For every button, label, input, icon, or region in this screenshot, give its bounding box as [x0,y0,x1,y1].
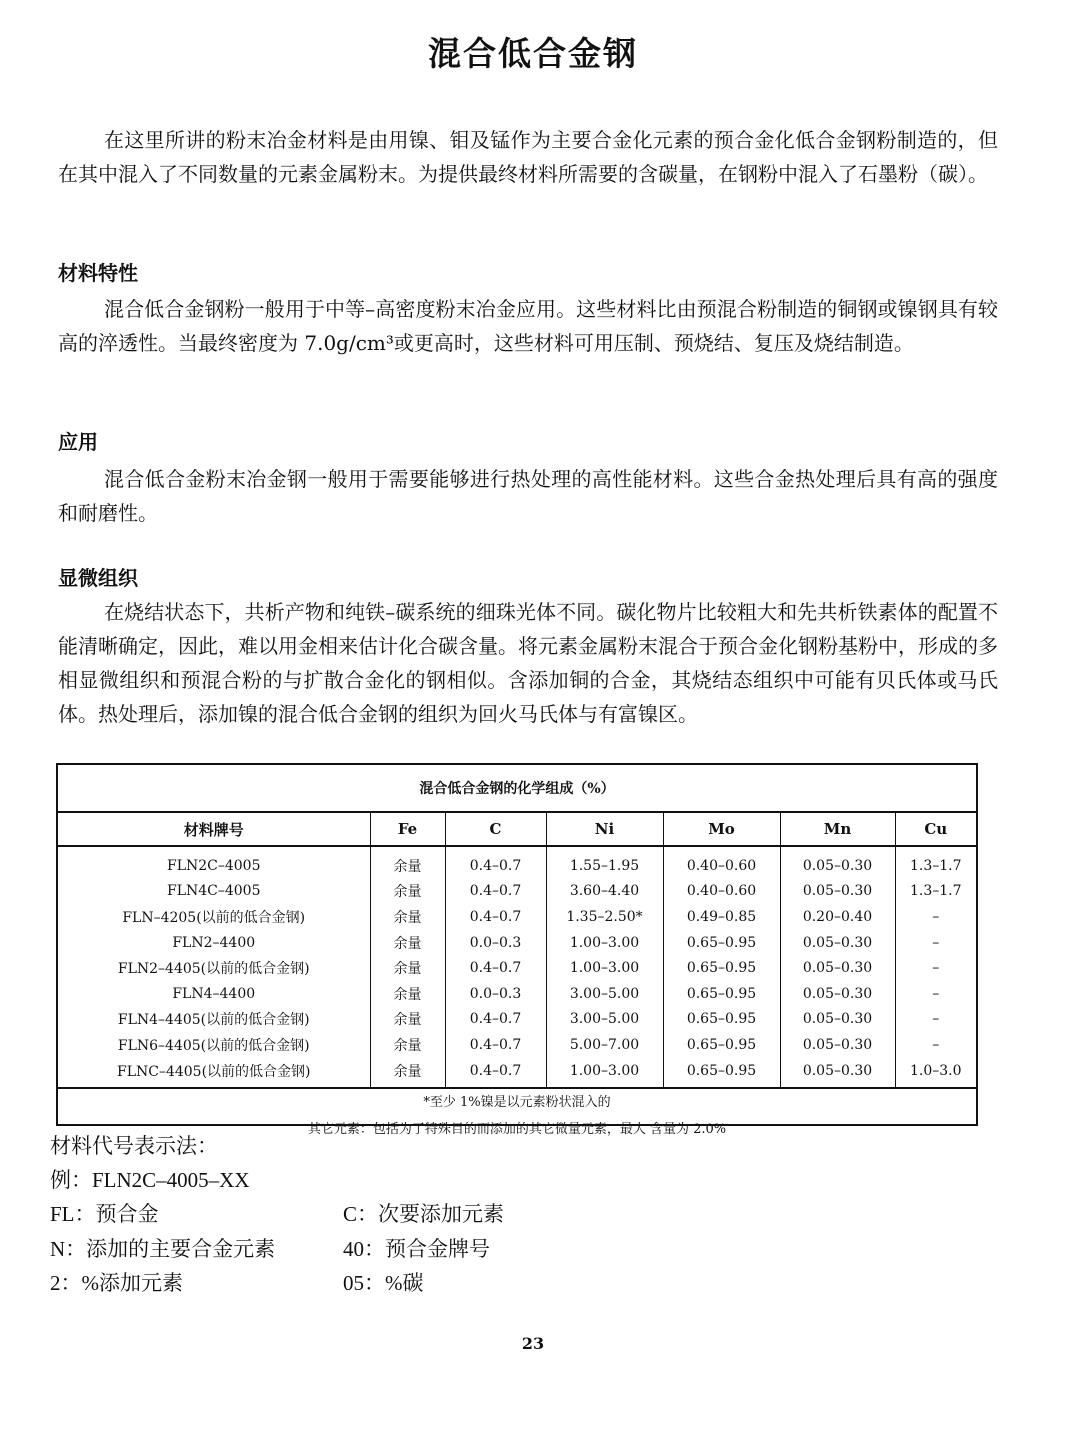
code-legend-item: 2：%添加元素 [50,1271,183,1295]
table-row [58,1032,976,1058]
table-row [58,955,976,981]
table-cell: 0.4–0.7 [445,846,546,879]
table-cell: 0.65–0.95 [663,1007,780,1033]
table-row [58,930,976,956]
table-row [58,879,976,905]
table-cell: 0.0–0.3 [445,981,546,1007]
table-cell: 0.0–0.3 [445,930,546,956]
column-header: Ni [546,812,663,846]
table-cell: 0.65–0.95 [663,930,780,956]
table-cell: – [895,904,976,930]
table-caption: 混合低合金钢的化学组成（%） [58,765,976,812]
code-legend-item: 05：%碳 [343,1271,424,1295]
column-header: 材料牌号 [58,812,370,846]
column-header: Fe [370,812,445,846]
table-cell: – [895,1007,976,1033]
table-row [58,1007,976,1033]
section-heading-microstructure: 显微组织 [58,566,138,590]
table-cell: 0.05–0.30 [780,846,895,879]
table-cell: 3.00–5.00 [546,1007,663,1033]
table-cell: FLNC–4405(以前的低合金钢) [58,1058,370,1089]
table-cell: FLN2–4400 [172,934,256,951]
table-cell: FLN6–4405(以前的低合金钢) [117,1037,310,1054]
table-cell: 余量 [370,955,445,981]
table-cell: 0.05–0.30 [780,930,895,956]
table-cell: 余量 [370,930,445,956]
table-note-nickel: *至少 1%镍是以元素粉状混入的 [423,1095,611,1111]
code-legend-item: 40：预合金牌号 [343,1237,490,1261]
table-cell: 0.65–0.95 [663,1032,780,1058]
table-cell: 0.65–0.95 [663,955,780,981]
table-cell: 3.00–5.00 [546,981,663,1007]
table-cell: 余量 [370,1007,445,1033]
table-cell: 0.4–0.7 [445,955,546,981]
table-cell: FLN4C–4005 [166,883,261,900]
table-cell: 0.4–0.7 [445,879,546,905]
composition-table-frame [56,763,978,1138]
table-cell: 1.00–3.00 [546,955,663,981]
table-cell: 1.35–2.50* [546,904,663,930]
table-cell: 余量 [370,879,445,905]
table-caption-row [58,765,976,812]
table-cell: 0.05–0.30 [780,1007,895,1033]
table-row [58,1058,976,1089]
table-cell: 0.05–0.30 [780,879,895,905]
table-cell: 3.60–4.40 [546,879,663,905]
table-cell: 余量 [370,904,445,930]
table-note-other-elements: 其它元素：包括为了特殊目的而添加的其它微量元素，最大 含量为 2.0% [307,1122,727,1138]
table-cell: 0.4–0.7 [445,1058,546,1089]
table-cell: 5.00–7.00 [546,1032,663,1058]
table-cell: 0.40–0.60 [663,846,780,879]
column-header: C [445,812,546,846]
table-cell: 1.3–1.7 [895,846,976,879]
table-cell: 余量 [370,1058,445,1089]
table-cell: 0.05–0.30 [780,981,895,1007]
table-cell: FLN2–4405(以前的低合金钢) [117,961,310,978]
code-legend-item: FL：预合金 [50,1202,159,1226]
table-cell: – [895,930,976,956]
composition-table [58,765,976,1143]
table-cell: FLN4–4400 [172,985,256,1002]
table-cell: 1.0–3.0 [895,1058,976,1089]
column-header: Mo [663,812,780,846]
table-cell: FLN2C–4005 [166,857,261,874]
section-body-microstructure: 在烧结状态下，共析产物和纯铁–碳系统的细珠光体不同。碳化物片比较粗大和先共析铁素体的配置不能清晰确定，因此，难以用金相来估计化合碳含量。将元素金属粉末混合于预合金化钢粉基粉中，形成的多相显微组织和预混合粉的与扩散合金化的钢相似。含添加铜的合金，其烧结态组织中可能有贝氏体或马氏体。热处理后，添加镍的混合低合金钢的组织为回火马氏体与有富镍区。 [58,600,998,726]
section-body-properties: 混合低合金钢粉一般用于中等–高密度粉末冶金应用。这些材料比由预混合粉制造的铜钢或镍钢具有较高的淬透性。当最终密度为 7.0g/cm³或更高时，这些材料可用压制、预烧结、复压及烧结制造。 [58,297,998,355]
table-cell: – [895,1032,976,1058]
code-legend-item: C：次要添加元素 [343,1202,505,1226]
table-cell: 0.4–0.7 [445,1007,546,1033]
column-header: Cu [895,812,976,846]
table-cell: 1.00–3.00 [546,1058,663,1089]
table-row [58,981,976,1007]
table-cell: FLN4–4405(以前的低合金钢) [117,1012,310,1029]
code-legend-example: 例：FLN2C–4005–XX [50,1168,250,1192]
code-legend-heading: 材料代号表示法： [50,1134,218,1158]
section-heading-applications: 应用 [58,430,98,454]
table-header-row [58,812,976,846]
table-cell: 0.4–0.7 [445,904,546,930]
table-cell: FLN–4205(以前的低合金钢) [122,909,306,926]
table-cell: 0.05–0.30 [780,1058,895,1089]
intro-paragraph: 在这里所讲的粉末冶金材料是由用镍、钼及锰作为主要合金化元素的预合金化低合金钢粉制造的，但在其中混入了不同数量的元素金属粉末。为提供最终材料所需要的含碳量，在钢粉中混入了石墨粉（碳）。 [58,128,998,186]
page-title: 混合低合金钢 [428,34,638,73]
table-cell: 0.65–0.95 [663,981,780,1007]
table-cell: 0.4–0.7 [445,1032,546,1058]
table-cell: 余量 [370,981,445,1007]
code-legend-item: N：添加的主要合金元素 [50,1237,276,1261]
table-row [58,904,976,930]
table-cell: 余量 [370,846,445,879]
page-number: 23 [521,1334,545,1353]
table-cell: 1.3–1.7 [895,879,976,905]
section-body-applications: 混合低合金粉末冶金钢一般用于需要能够进行热处理的高性能材料。这些合金热处理后具有高的强度和耐磨性。 [58,467,998,525]
column-header: Mn [780,812,895,846]
table-row [58,846,976,879]
table-cell: – [895,955,976,981]
table-cell: 1.55–1.95 [546,846,663,879]
table-cell: 1.00–3.00 [546,930,663,956]
table-cell: 0.49–0.85 [663,904,780,930]
table-cell: 0.05–0.30 [780,955,895,981]
table-cell: 0.20–0.40 [780,904,895,930]
table-cell: 0.65–0.95 [663,1058,780,1089]
table-cell: – [895,981,976,1007]
table-cell: 0.40–0.60 [663,879,780,905]
section-heading-properties: 材料特性 [58,261,138,285]
table-cell: 0.05–0.30 [780,1032,895,1058]
table-cell: 余量 [370,1032,445,1058]
table-note-row [58,1088,976,1116]
